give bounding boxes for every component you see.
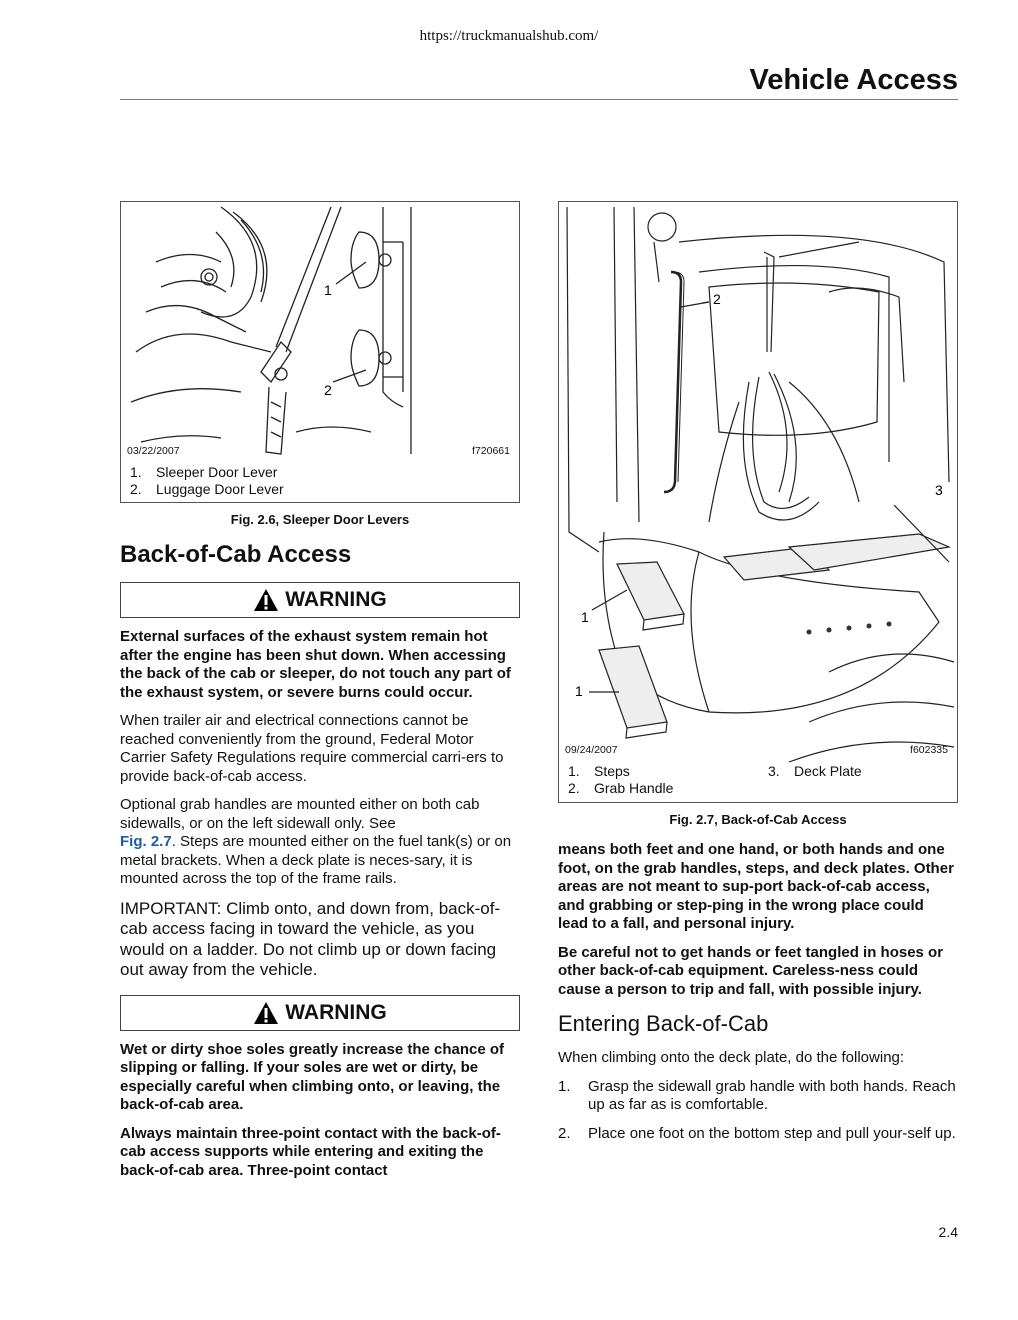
callout-2: 2 bbox=[713, 291, 721, 307]
source-url: https://truckmanualshub.com/ bbox=[419, 28, 599, 44]
figure-code: f602335 bbox=[910, 744, 948, 756]
left-column bbox=[120, 201, 520, 1180]
warning-box bbox=[120, 582, 520, 618]
callout-2: 2 bbox=[324, 382, 332, 398]
warning-label: WARNING bbox=[285, 1000, 387, 1024]
list-item: 1. Grasp the sidewall grab handle with both hands. Reach up as far as is comfortable. bbox=[558, 1077, 956, 1113]
legend-item: 1. Steps bbox=[568, 763, 630, 779]
figure-date: 09/24/2007 bbox=[565, 744, 618, 756]
legend-item: 1. Sleeper Door Lever bbox=[130, 464, 278, 480]
warning-box bbox=[120, 995, 520, 1031]
header-rule bbox=[120, 99, 958, 100]
page-number: 2.4 bbox=[938, 1224, 958, 1240]
callout-1: 1 bbox=[581, 609, 589, 625]
warning-text: Wet or dirty shoe soles greatly increase the chance of slipping or falling. If your soles are wet or dirty, be especially careful when climbing onto, or leaving, the back-of-cab area. bbox=[120, 1040, 505, 1113]
warning-text: Always maintain three-point contact with the back-of-cab access supports while entering and exiting the back-of-cab area. Three-point contact bbox=[120, 1124, 501, 1179]
subsection-heading: Entering Back-of-Cab bbox=[558, 1011, 769, 1036]
legend-item: 3. Deck Plate bbox=[768, 763, 862, 779]
section-title: Vehicle Access bbox=[749, 64, 958, 96]
figure-code: f720661 bbox=[472, 445, 510, 457]
section-heading: Back-of-Cab Access bbox=[120, 541, 352, 568]
figure-date: 03/22/2007 bbox=[127, 445, 180, 457]
callout-1: 1 bbox=[575, 683, 583, 699]
right-column bbox=[558, 201, 958, 1153]
callout-1: 1 bbox=[324, 282, 332, 298]
figure-link[interactable]: Fig. 2.7 bbox=[120, 833, 172, 850]
paragraph: When climbing onto the deck plate, do the following: bbox=[558, 1049, 905, 1066]
figure-sleeper-door-levers bbox=[120, 201, 520, 503]
paragraph: Optional grab handles are mounted either on both cab sidewalls, or on the left sidewall only. See Fig. 2.7. Steps are mounted either on the fuel tank(s) or on metal brackets. When a deck plate is neces-sary, it is mounted across the top of the frame rails. bbox=[120, 796, 512, 887]
figure-back-of-cab-access bbox=[558, 201, 958, 803]
important-note: IMPORTANT: Climb onto, and down from, back-of-cab access facing in toward the vehicle, as you would on a ladder. Do not climb up or down facing out away from the vehicle. bbox=[120, 898, 501, 979]
warning-text: Be careful not to get hands or feet tangled in hoses or other back-of-cab equipment. Careless-ness could cause a person to trip and fall, with possible injury. bbox=[558, 943, 944, 998]
legend-item: 2. Luggage Door Lever bbox=[130, 481, 284, 497]
callout-3: 3 bbox=[935, 482, 943, 498]
warning-triangle-icon bbox=[253, 1001, 279, 1025]
figure-caption: Fig. 2.6, Sleeper Door Levers bbox=[230, 512, 410, 527]
paragraph: When trailer air and electrical connections cannot be reached conveniently from the ground, Federal Motor Carrier Safety Regulations require commercial carri-ers to provide back-of-cab access. bbox=[120, 712, 504, 785]
back-of-cab-illustration bbox=[559, 202, 959, 802]
procedure-steps bbox=[558, 1078, 958, 1144]
figure-caption: Fig. 2.7, Back-of-Cab Access bbox=[669, 812, 847, 827]
warning-triangle-icon bbox=[253, 588, 279, 612]
legend-item: 2. Grab Handle bbox=[568, 780, 674, 796]
list-item: 2. Place one foot on the bottom step and pull your-self up. bbox=[558, 1124, 956, 1142]
figure-legend bbox=[130, 464, 284, 498]
figure-legend bbox=[568, 763, 948, 797]
sleeper-door-illustration bbox=[121, 202, 521, 502]
warning-text: External surfaces of the exhaust system remain hot after the engine has been shut down. When accessing the back of the cab or sleeper, do not touch any part of the exhaust system, or severe burns could occur. bbox=[120, 628, 511, 701]
warning-label: WARNING bbox=[285, 588, 387, 611]
warning-text: means both feet and one hand, or both hands and one foot, on the grab handles, steps, and deck plates. Other areas are not meant to sup-port back-of-cab access, and grabbing or step-ping in the wrong place could lead to a fall, and personal injury. bbox=[558, 841, 954, 932]
